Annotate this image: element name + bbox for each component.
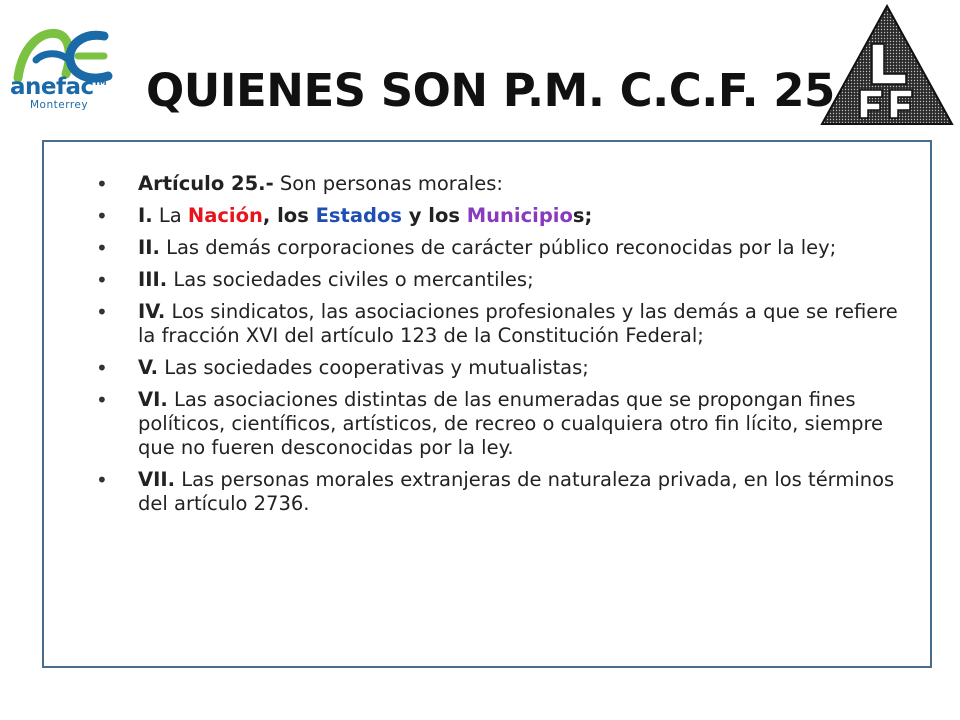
item-text: Las personas morales extranjeras de naturaleza privada, en los términos del artículo 2736. — [138, 468, 895, 515]
pyramid-logo — [820, 4, 954, 128]
trademark: TM — [93, 78, 107, 87]
item-lead: Artículo 25.- — [138, 172, 274, 195]
list-item — [96, 388, 916, 460]
item-lead: IV. — [138, 300, 166, 323]
bullet-icon: • — [96, 268, 108, 292]
list-item — [96, 356, 916, 380]
municipio-highlight: Municipio — [466, 204, 573, 227]
bullet-icon: • — [96, 236, 108, 260]
page-title: QUIENES SON P.M. C.C.F. 25 — [146, 64, 835, 117]
item-lead: III. — [138, 268, 168, 291]
list-item — [96, 236, 916, 260]
bullet-icon: • — [96, 468, 108, 492]
item-text: los — [270, 204, 316, 227]
item-text: y los — [401, 204, 467, 227]
item-text: Los sindicatos, las asociaciones profesionales y las demás a que se refiere la fracción XVI del artículo 123 de la Constitución Federal; — [138, 300, 898, 347]
list-item — [96, 268, 916, 292]
list-item — [96, 468, 916, 516]
item-lead: V. — [138, 356, 158, 379]
item-text: Las sociedades cooperativas y mutualistas; — [158, 356, 589, 379]
bullet-icon: • — [96, 204, 108, 228]
list-item — [96, 300, 916, 348]
item-text: , — [262, 204, 271, 227]
bullet-icon: • — [96, 300, 108, 324]
anefac-name: anefac — [10, 74, 94, 100]
anefac-logo-city: Monterrey — [30, 99, 89, 111]
bullet-icon: • — [96, 172, 108, 196]
item-lead: I. — [138, 204, 153, 227]
anefac-logo-name — [10, 74, 106, 100]
articles-list — [96, 172, 916, 524]
list-item — [96, 172, 916, 196]
estados-highlight: Estados — [315, 204, 402, 227]
item-lead: VI. — [138, 388, 168, 411]
item-lead: II. — [138, 236, 160, 259]
pyramid-emblem-icon — [820, 4, 954, 128]
item-text: Las sociedades civiles o mercantiles; — [167, 268, 534, 291]
bullet-icon: • — [96, 356, 108, 380]
bullet-icon: • — [96, 388, 108, 412]
item-text: La — [152, 204, 188, 227]
item-text: s; — [572, 204, 593, 227]
item-text: Son personas morales: — [273, 172, 503, 195]
item-text: Las asociaciones distintas de las enumeradas que se propongan fines políticos, científicos, artísticos, de recreo o cualquiera otro fin lícito, siempre que no fueren desconocidas por la ley. — [138, 388, 884, 459]
list-item — [96, 204, 916, 228]
item-text: Las demás corporaciones de carácter público reconocidas por la ley; — [159, 236, 837, 259]
item-lead: VII. — [138, 468, 176, 491]
nacion-highlight: Nación — [187, 204, 263, 227]
content-box — [42, 140, 932, 668]
